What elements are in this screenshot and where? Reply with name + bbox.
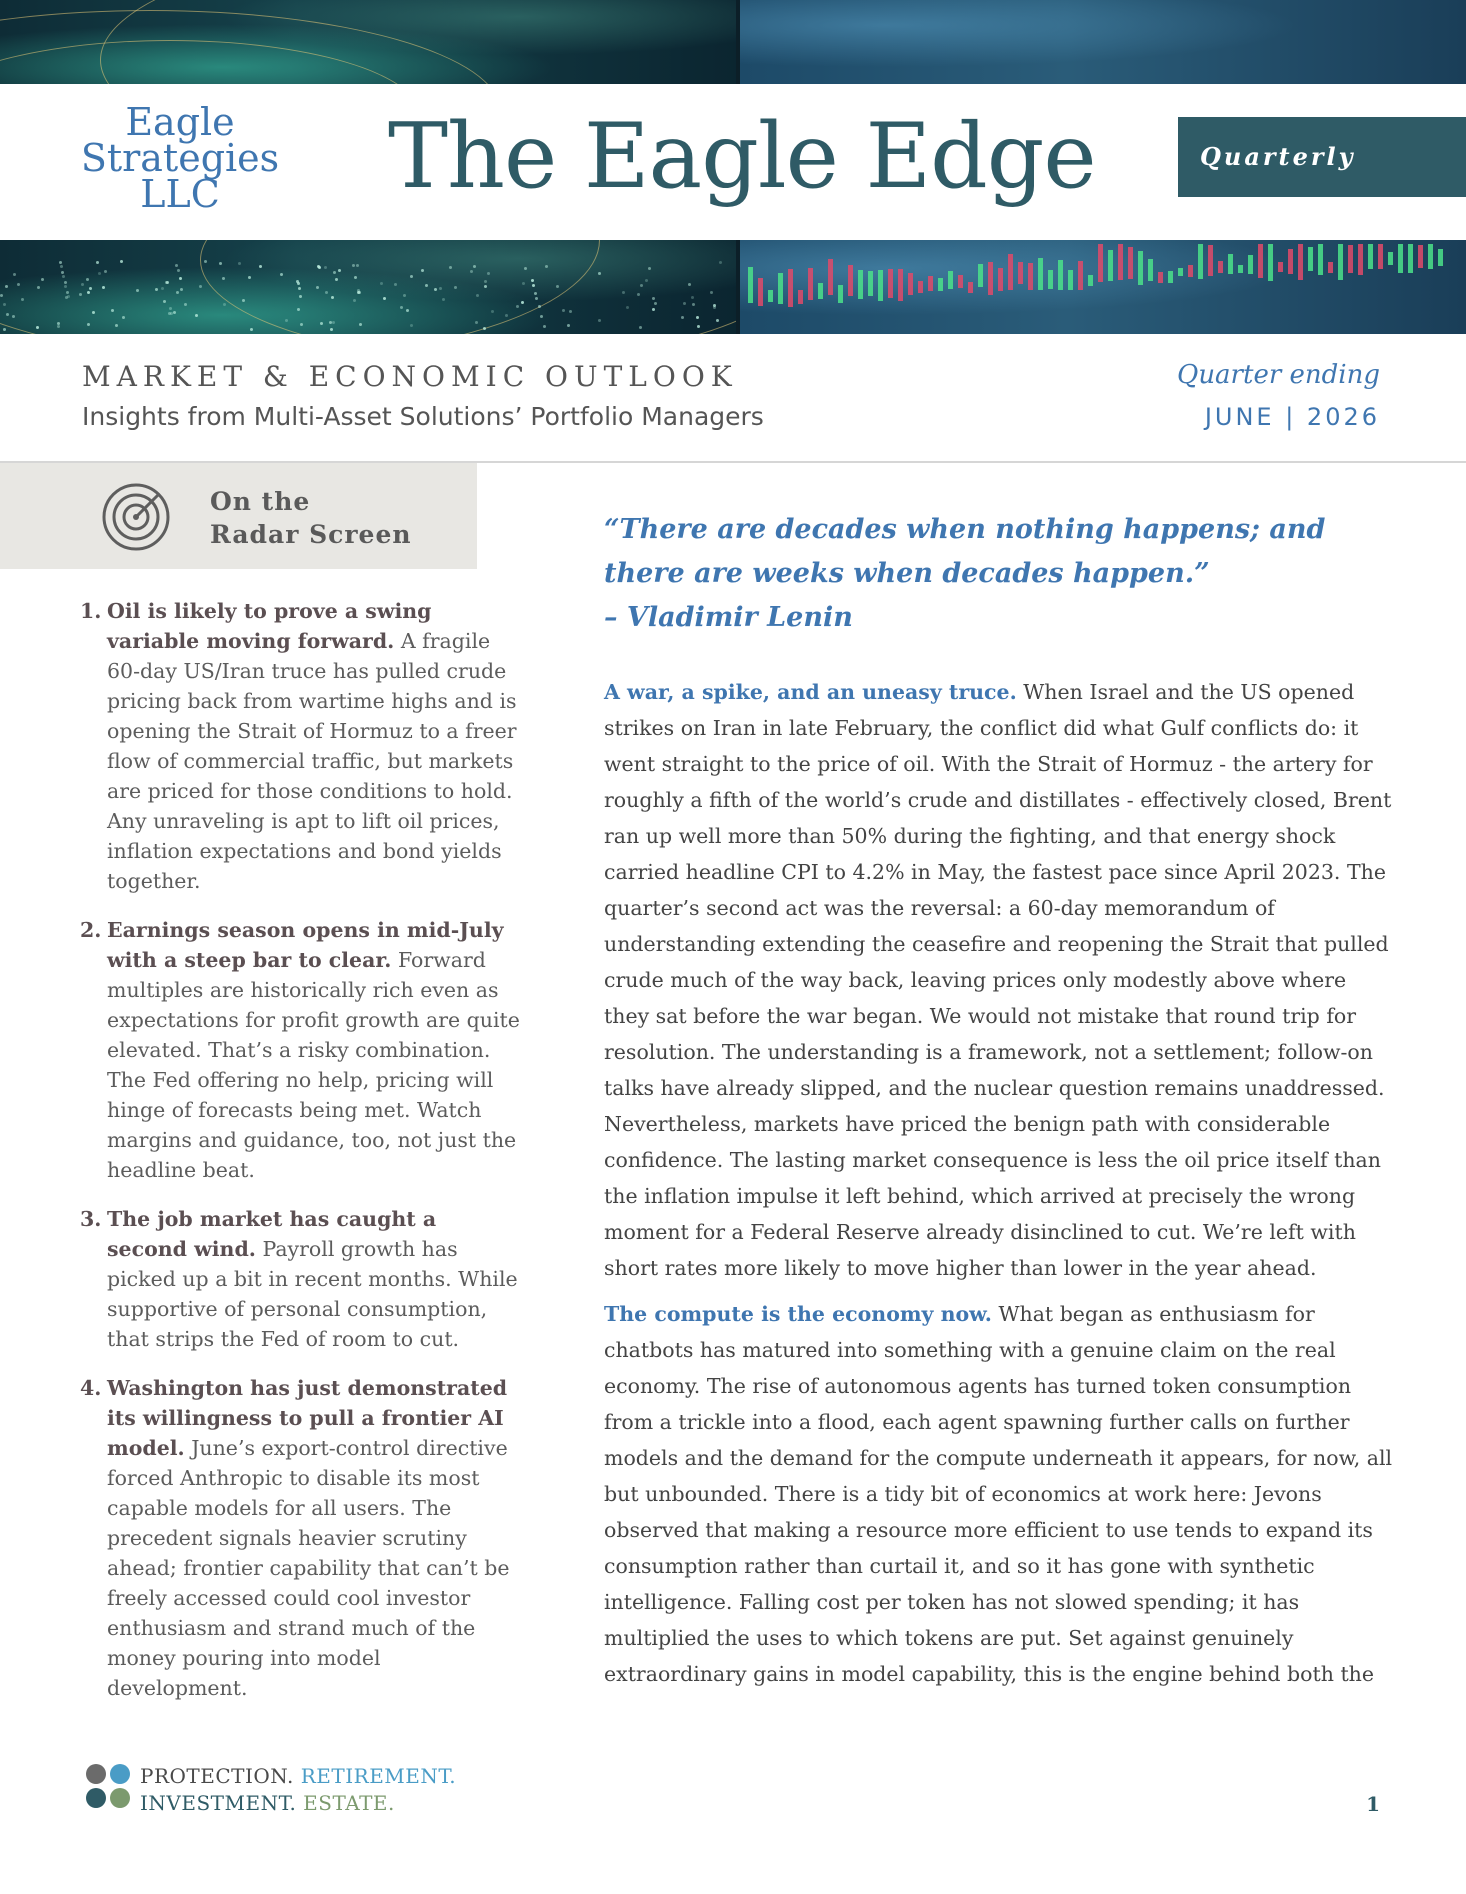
quarter-label: Quarter ending <box>1177 360 1380 390</box>
newsletter-title: The Eagle Edge <box>388 104 1096 209</box>
radar-icon <box>100 481 172 553</box>
header-banner-image-lower <box>0 240 1466 334</box>
list-item: 3. The job market has caught a second wind. Payroll growth has picked up a bit in recent months. While supportive of personal consumption, that strips the Fed of room to cut. <box>80 1207 518 1351</box>
section-subtitle: Insights from Multi-Asset Solutions’ Portfolio Managers <box>82 402 764 431</box>
brand-dots-icon <box>86 1764 134 1812</box>
list-item: 4. Washington has just demonstrated its willingness to pull a frontier AI model. June’s export-control directive forced Anthropic to disable its most capable models for all users. The precedent signals heavier scrutiny ahead; frontier capability that can’t be freely accessed could cool investor enthusiasm and strand much of the money pouring into model development. <box>80 1376 510 1700</box>
article-paragraph: The compute is the economy now. What began as enthusiasm for chatbots has matured into something with a genuine claim on the real economy. The rise of autonomous agents has turned token consumption from a trickle into a flood, each agent spawning further calls on further models and the demand for the compute underneath it appears, for now, all but unbounded. There is a tidy bit of economics at work here: Jevons observed that making a resource more efficient to use tends to expand its consumption rather than curtail it, and so it has gone with synthetic intelligence. Falling cost per token has not slowed spending; it has multiplied the uses to which tokens are put. Set against genuinely extraordinary gains in model capability, this is the engine behind both the <box>604 1302 1393 1686</box>
network-globe-image <box>0 0 740 84</box>
candlestick-chart-image <box>740 240 1466 334</box>
list-item: 2. Earnings season opens in mid-July with a steep bar to clear. Forward multiples are historically rich even as expectations for profit growth are quite elevated. That’s a risky combination. The Fed offering no help, pricing will hinge of forecasts being met. Watch margins and guidance, too, not just the headline beat. <box>80 918 520 1182</box>
header-banner-image <box>0 0 1466 84</box>
pull-quote: “There are decades when nothing happens; and there are weeks when decades happen.” – Vladimir Lenin <box>604 514 1326 633</box>
radar-list <box>80 596 520 1722</box>
quarterly-badge: Quarterly <box>1178 117 1466 197</box>
quarter-date: JUNE | 2026 <box>1204 403 1380 431</box>
article-body <box>604 674 1396 1702</box>
eagle-strategies-logo: Eagle Strategies LLC <box>80 100 280 216</box>
brand-tagline: PROTECTION. RETIREMENT. INVESTMENT. ESTATE. <box>140 1764 457 1815</box>
market-chart-image <box>740 0 1466 84</box>
section-heading: MARKET & ECONOMIC OUTLOOK <box>82 360 738 393</box>
page-number: 1 <box>1366 1792 1380 1816</box>
article-paragraph: A war, a spike, and an uneasy truce. When Israel and the US opened strikes on Iran in late February, the conflict did what Gulf conflicts do: it went straight to the price of oil. With the Strait of Hormuz - the artery for roughly a fifth of the world’s crude and distillates - effectively closed, Brent ran up well more than 50% during the fighting, and that energy shock carried headline CPI to 4.2% in May, the fastest pace since April 2023. The quarter’s second act was the reversal: a 60-day memorandum of understanding extending the ceasefire and reopening the Strait that pulled crude much of the way back, leaving prices only modestly above where they sat before the war began. We would not mistake that round trip for resolution. The understanding is a framework, not a settlement; follow-on talks have already slipped, and the nuclear question remains unaddressed. Nevertheless, markets have priced the benign path with considerable confidence. The lasting market consequence is less the oil price itself than the inflation impulse it left behind, which arrived at precisely the wrong moment for a Federal Reserve already disinclined to cut. We’re left with short rates more likely to move higher than lower in the year ahead. <box>604 680 1392 1280</box>
list-item: 1. Oil is likely to prove a swing variable moving forward. A fragile 60-day US/Iran truce has pulled crude pricing back from wartime highs and is opening the Strait of Hormuz to a freer flow of commercial traffic, but markets are priced for those conditions to hold. Any unraveling is apt to lift oil prices, inflation expectations and bond yields together. <box>80 599 517 893</box>
city-lights-image <box>0 240 740 334</box>
radar-screen-title: On the Radar Screen <box>210 487 412 549</box>
masthead <box>0 84 1466 240</box>
radar-screen-header <box>0 463 477 569</box>
